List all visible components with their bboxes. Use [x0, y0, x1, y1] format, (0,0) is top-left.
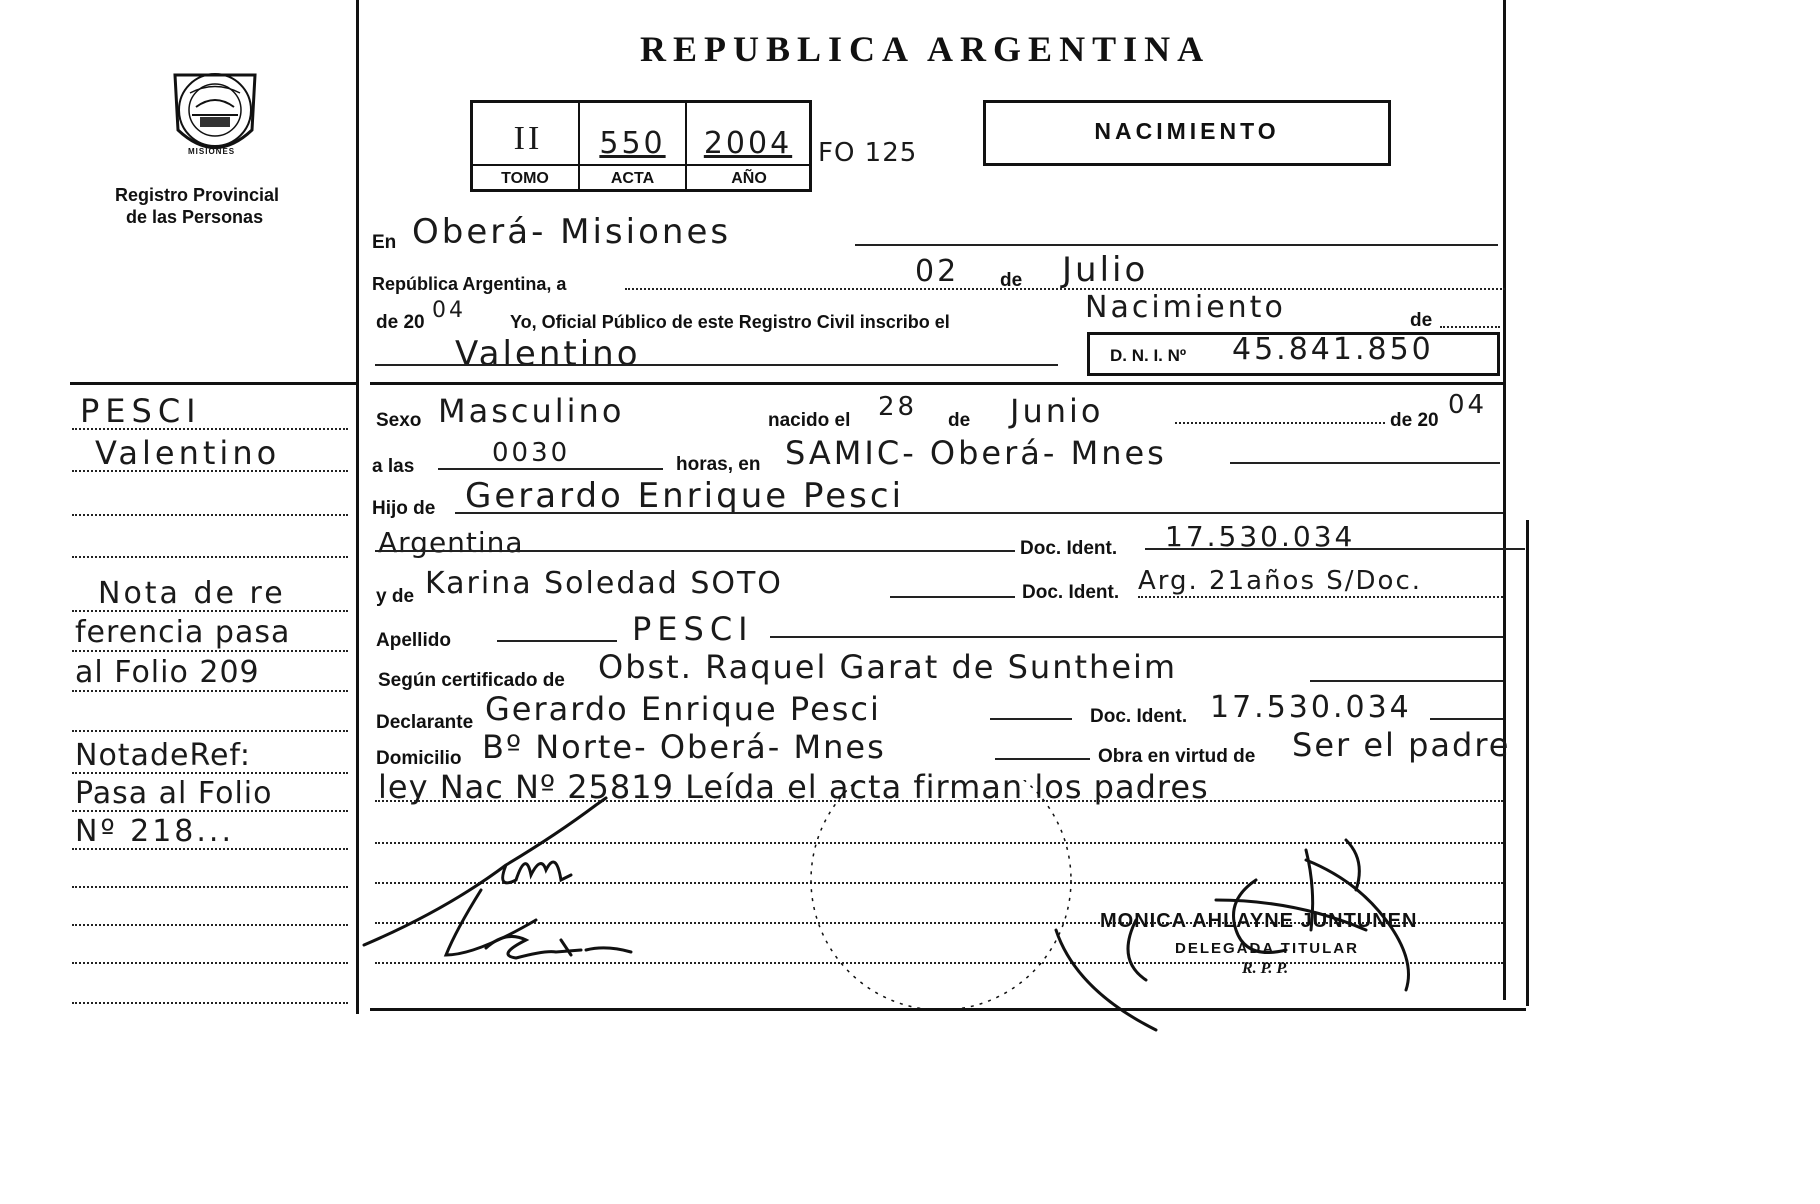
sidebar-note1-line2: ferencia pasa [75, 615, 291, 650]
stamp-name: MONICA AHLAYNE JUNTUNEN [1100, 910, 1418, 932]
nacido-month: Junio [1010, 392, 1104, 430]
country-title: REPUBLICA ARGENTINA [640, 29, 1211, 69]
sidebar-line-12 [72, 886, 348, 888]
apellido-line-left [497, 640, 617, 642]
nacido-line [1175, 422, 1385, 424]
declarante-line [990, 718, 1072, 720]
hora-value: 0030 [492, 438, 571, 468]
sidebar-line-4 [72, 556, 348, 558]
doc-ident-label-3: Doc. Ident. [1090, 706, 1188, 727]
sidebar-note2-line3: Nº 218... [75, 814, 234, 849]
en-label: En [372, 232, 397, 253]
sexo-value: Masculino [438, 392, 625, 430]
sexo-label: Sexo [376, 410, 422, 431]
nacido-day: 28 [878, 392, 918, 422]
year-line [1440, 326, 1500, 328]
segun-value: Obst. Raquel Garat de Suntheim [598, 648, 1178, 686]
acta-value: 550 [599, 126, 666, 161]
folio-value: FO 125 [818, 138, 918, 168]
apellido-value: PESCI [632, 610, 754, 648]
yde-label: y de [376, 586, 415, 607]
sidebar-line-13 [72, 924, 348, 926]
doc-ident-label-1: Doc. Ident. [1020, 538, 1118, 559]
declarante-doc-line [1430, 718, 1503, 720]
sidebar-line-15 [72, 1002, 348, 1004]
sidebar-line-9 [72, 772, 348, 774]
tomo-caption: TOMO [501, 170, 549, 187]
acta-caption: ACTA [610, 170, 655, 187]
inscribo-text: Yo, Oficial Público de este Registro Civil inscribo el [510, 312, 950, 332]
sidebar-line-14 [72, 962, 348, 964]
dni-value: 45.841.850 [1232, 332, 1434, 367]
obra-label: Obra en virtud de [1098, 746, 1256, 767]
en-line [855, 244, 1498, 246]
child-name-line [375, 364, 1058, 366]
padre-line [455, 512, 1503, 514]
main-divider-top [370, 382, 1503, 385]
obra-value: Ser el padre [1292, 726, 1511, 764]
provincial-seal [160, 55, 270, 165]
registry-name-line2: de las Personas [126, 207, 264, 227]
sidebar-line-8 [72, 730, 348, 732]
padre-doc-line [1145, 548, 1525, 550]
sidebar-surname: PESCI [80, 392, 202, 430]
sidebar-note1-line3: al Folio 209 [75, 655, 260, 690]
nacido-label: nacido el [768, 410, 851, 431]
registrar-signature [1056, 840, 1409, 1030]
sidebar-line-1 [72, 428, 348, 430]
lugar-value: SAMIC- Oberá- Mnes [785, 434, 1167, 472]
declarante-value: Gerardo Enrique Pesci [485, 690, 881, 728]
apellido-line-right [770, 636, 1503, 638]
sidebar-line-7 [72, 690, 348, 692]
segun-line [1310, 680, 1503, 682]
right-border-lower [1526, 520, 1529, 1006]
de-label-1: de [1000, 270, 1023, 291]
day-value: 02 [915, 254, 960, 289]
sidebar-line-2 [72, 470, 348, 472]
father-signature [364, 798, 606, 955]
sidebar-line-10 [72, 810, 348, 812]
padre-nacionalidad: Argentina [378, 526, 524, 559]
doc-ident-label-2: Doc. Ident. [1022, 582, 1120, 603]
segun-label: Según certificado de [378, 670, 565, 691]
month-value: Julio [1062, 250, 1149, 290]
sidebar-note2-line2: Pasa al Folio [75, 776, 273, 811]
padre-doc-value: 17.530.034 [1165, 520, 1356, 553]
hijo-label: Hijo de [372, 498, 436, 519]
madre-doc-line [1138, 596, 1503, 598]
madre-doc-value: Arg. 21años S/Doc. [1138, 566, 1423, 596]
mother-signature [486, 936, 631, 958]
padre-value: Gerardo Enrique Pesci [465, 476, 905, 516]
domicilio-value: Bº Norte- Oberá- Mnes [482, 728, 886, 766]
lugar-line [1230, 462, 1500, 464]
year-prefix-label: de 20 [376, 312, 425, 333]
stamp-office: R. P. P. [1242, 960, 1289, 977]
record-type-title: NACIMIENTO [1094, 118, 1280, 144]
hora-line [438, 468, 663, 470]
inscribo-value: Nacimiento [1085, 290, 1286, 325]
domicilio-line [995, 758, 1090, 760]
dni-label: D. N. I. Nº [1110, 346, 1187, 365]
madre-line [890, 596, 1015, 598]
horas-label: horas, en [676, 454, 761, 475]
madre-value: Karina Soledad SOTO [425, 566, 783, 601]
sidebar-line-3 [72, 514, 348, 516]
sidebar-line-11 [72, 848, 348, 850]
de20-label: de 20 [1390, 410, 1439, 431]
seal-inscription: MISIONES [188, 147, 236, 156]
de-label-2: de [1410, 310, 1433, 331]
alas-label: a las [372, 456, 415, 477]
ano-value: 2004 [703, 126, 793, 161]
tomo-value: II [513, 120, 543, 157]
registry-name-line1: Registro Provincial [115, 185, 280, 205]
sidebar-note1-line1: Nota de re [98, 576, 286, 611]
declarante-label: Declarante [376, 712, 474, 733]
de-label-3: de [948, 410, 971, 431]
ley-value: ley Nac Nº 25819 Leída el acta firman los padres [378, 768, 1209, 806]
record-id-caption-line [470, 164, 812, 166]
stamp-title: DELEGADA TITULAR [1175, 940, 1359, 957]
ano-caption: AÑO [731, 170, 767, 187]
en-value: Oberá- Misiones [412, 212, 732, 252]
year-value: 04 [432, 298, 466, 323]
sidebar-note2-line1: NotadeRef: [75, 738, 251, 773]
sidebar-line-6 [72, 650, 348, 652]
sidebar-given-name: Valentino [95, 434, 281, 472]
nacido-year: 04 [1448, 390, 1488, 420]
apellido-label: Apellido [376, 630, 451, 651]
child-name-value: Valentino [455, 334, 641, 374]
padre-nac-line [375, 550, 1015, 552]
left-divider-top [70, 382, 356, 385]
official-seal-imprint [811, 780, 1071, 1010]
declarante-doc-value: 17.530.034 [1210, 690, 1412, 725]
republica-label: República Argentina, a [372, 274, 567, 294]
sidebar-line-5 [72, 610, 348, 612]
domicilio-label: Domicilio [376, 748, 462, 769]
